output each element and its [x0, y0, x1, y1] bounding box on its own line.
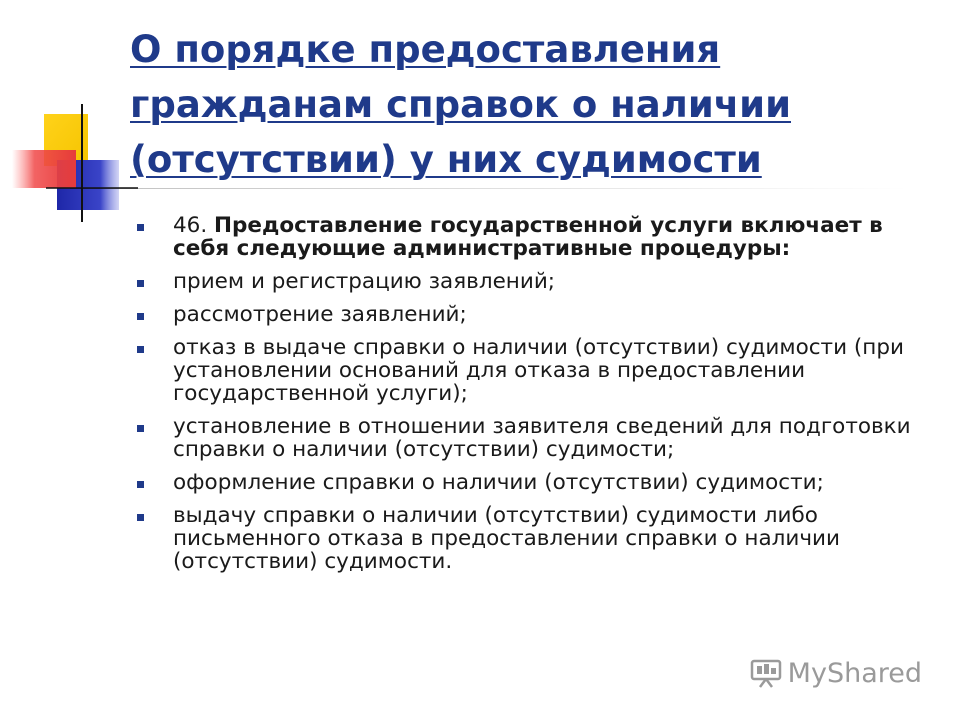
item-text: Предоставление государственной услуги включает в себя следующие административные процедуры: [173, 213, 883, 261]
title-divider [70, 188, 910, 189]
item-text: рассмотрение заявлений; [173, 302, 467, 327]
item-text: отказ в выдаче справки о наличии (отсутствии) судимости (при установлении оснований для отказа в предоставлении государственной услуги); [173, 335, 904, 406]
item-text: установление в отношении заявителя сведений для подготовки справки о наличии (отсутствии) судимости; [173, 414, 911, 462]
list-item [137, 214, 927, 260]
title-line-1: О порядке предоставления [130, 28, 721, 71]
list-item [137, 336, 927, 405]
item-text: выдачу справки о наличии (отсутствии) судимости либо письменного отказа в предоставлении справки о наличии (отсутствии) судимости. [173, 503, 841, 574]
list-item [137, 504, 927, 573]
watermark [750, 656, 922, 690]
decorative-squares [0, 0, 140, 230]
bullet-icon [137, 425, 144, 432]
bullet-icon [137, 346, 144, 353]
red-square [12, 150, 76, 188]
item-number: 46. [173, 213, 215, 238]
list-item [137, 303, 927, 326]
title-line-3: (отсутствии) у них судимости [130, 138, 762, 181]
bullet-icon [137, 514, 144, 521]
item-text: оформление справки о наличии (отсутствии) судимости; [173, 470, 824, 495]
bullet-icon [137, 313, 144, 320]
bullet-icon [137, 481, 144, 488]
procedures-list [137, 214, 927, 583]
title-line-2: гражданам справок о наличии [130, 83, 791, 126]
bullet-icon [137, 280, 144, 287]
watermark-label: MyShared [787, 657, 922, 689]
list-item [137, 471, 927, 494]
list-item [137, 270, 927, 293]
slide-title [130, 22, 930, 187]
bullet-icon [137, 224, 144, 231]
item-text: прием и регистрацию заявлений; [173, 269, 556, 294]
presentation-board-icon [750, 658, 782, 688]
list-item [137, 415, 927, 461]
